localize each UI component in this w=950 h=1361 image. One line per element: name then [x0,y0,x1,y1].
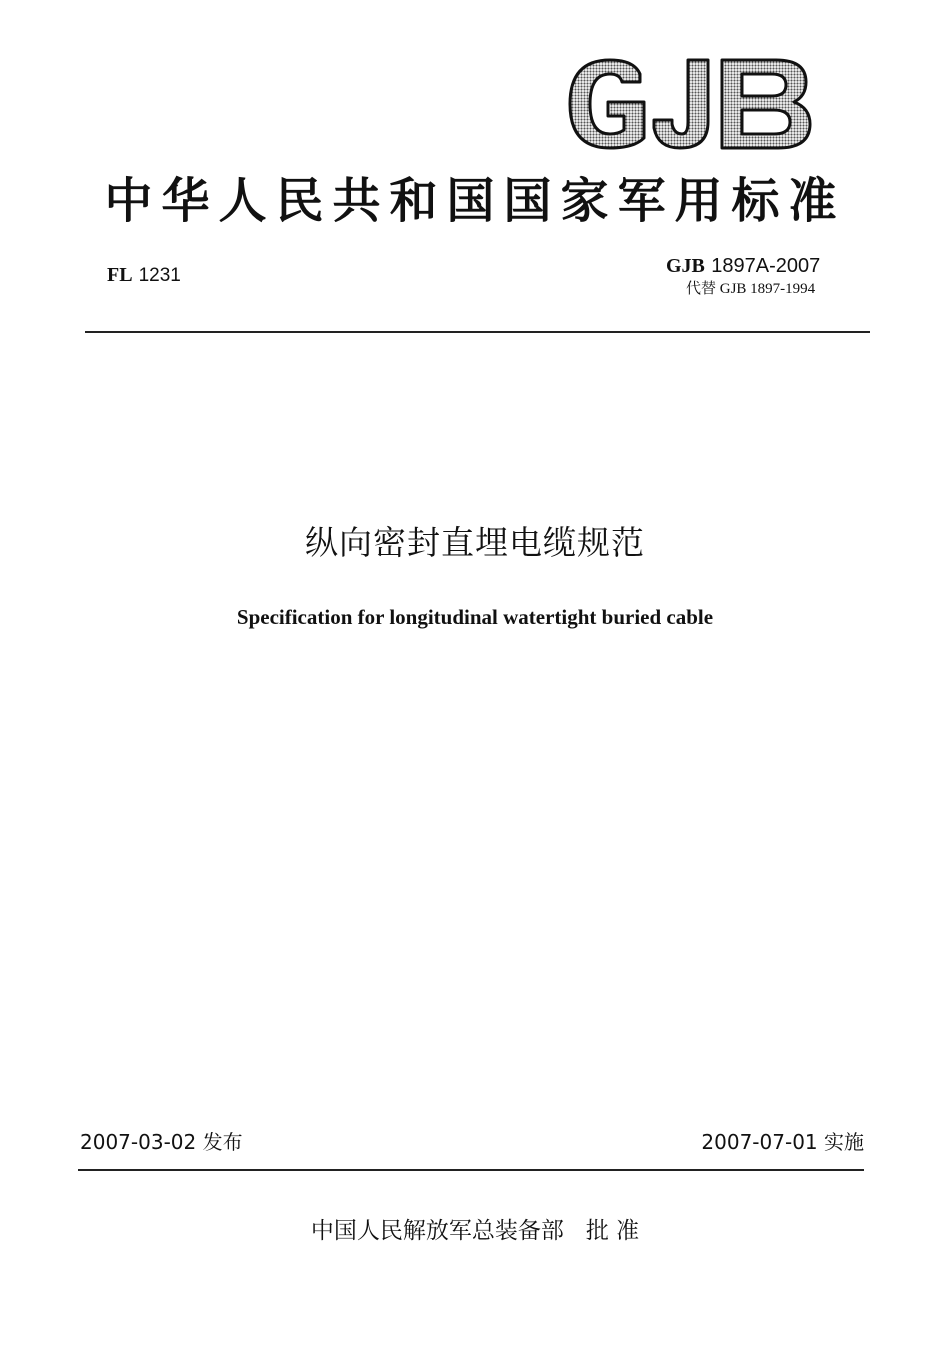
gjb-logo [562,52,818,156]
classification-value: 1231 [138,265,181,286]
header-divider [85,331,870,333]
standard-heading: 中华人民共和国国家军用标准 [104,173,846,229]
document-title-en: Specification for longitudinal watertight buried cable [236,605,714,629]
standard-number [666,252,820,279]
standard-prefix: GJB [666,255,705,277]
implementation-date: 2007-07-01 [701,1130,818,1154]
issue-label: 发布 [202,1130,243,1154]
issue-date-line [80,1128,243,1156]
document-title-zh: 纵向密封直埋电缆规范 [305,523,645,562]
approver: 中国人民解放军总装备部 [310,1218,564,1244]
implementation-label: 实施 [824,1130,864,1154]
standard-code: 1897A-2007 [711,255,821,277]
footer-divider [78,1169,864,1171]
issue-date: 2007-03-02 [80,1130,197,1154]
approval-line [0,1214,950,1248]
classification-code [107,264,181,287]
standard-number-block [666,252,820,299]
classification-label: FL [107,264,133,286]
replaces-standard: 代替 GJB 1897-1994 [686,281,816,297]
approval-label: 批 准 [585,1218,640,1244]
implementation-date-line [701,1128,864,1156]
